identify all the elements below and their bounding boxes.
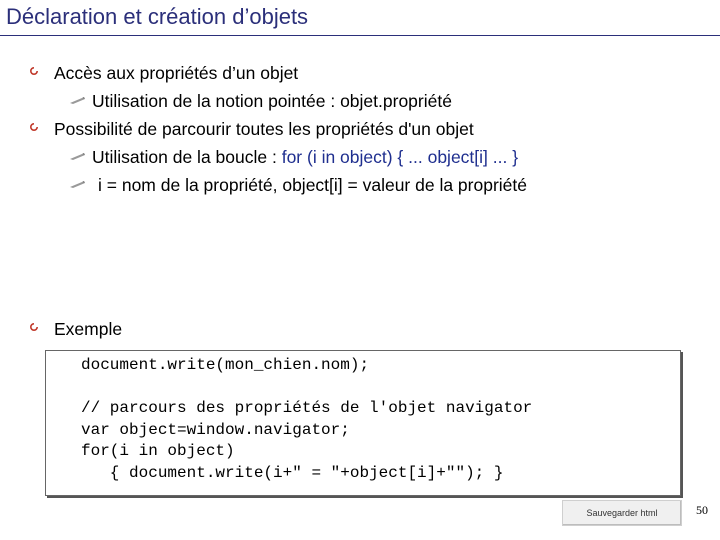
code-line: { document.write(i+" = "+object[i]+""); } bbox=[81, 464, 504, 482]
pencil-bullet-icon bbox=[70, 153, 86, 161]
title-divider bbox=[0, 35, 720, 36]
page-number: 50 bbox=[696, 503, 708, 517]
bullet-text: Possibilité de parcourir toutes les propriétés d'un objet bbox=[54, 119, 474, 139]
sub-bullet-text bbox=[92, 147, 518, 168]
sub-bullet-text: Utilisation de la notion pointée : objet.propriété bbox=[92, 91, 452, 111]
loop-code-snippet: for (i in object) { ... object[i] ... } bbox=[281, 147, 519, 167]
bullet-text: Exemple bbox=[54, 319, 123, 339]
slide-title: Déclaration et création d’objets bbox=[6, 4, 309, 29]
code-example-box bbox=[45, 350, 681, 496]
pencil-bullet-icon bbox=[70, 181, 86, 189]
code-line: var object=window.navigator; bbox=[81, 421, 350, 439]
swirl-bullet-icon bbox=[30, 67, 38, 75]
code-line: for(i in object) bbox=[81, 442, 235, 460]
code-line: document.write(mon_chien.nom); bbox=[81, 356, 370, 374]
sub-bullet-text: i = nom de la propriété, object[i] = valeur de la propriété bbox=[98, 175, 527, 195]
pencil-bullet-icon bbox=[70, 97, 86, 105]
sub-bullet-prefix: Utilisation de la boucle : bbox=[92, 147, 282, 167]
code-line: // parcours des propriétés de l'objet navigator bbox=[81, 399, 533, 417]
bullet-text: Accès aux propriétés d’un objet bbox=[54, 63, 299, 83]
save-html-button[interactable]: Sauvegarder html bbox=[562, 500, 682, 526]
swirl-bullet-icon bbox=[30, 123, 38, 131]
swirl-bullet-icon bbox=[30, 323, 38, 331]
